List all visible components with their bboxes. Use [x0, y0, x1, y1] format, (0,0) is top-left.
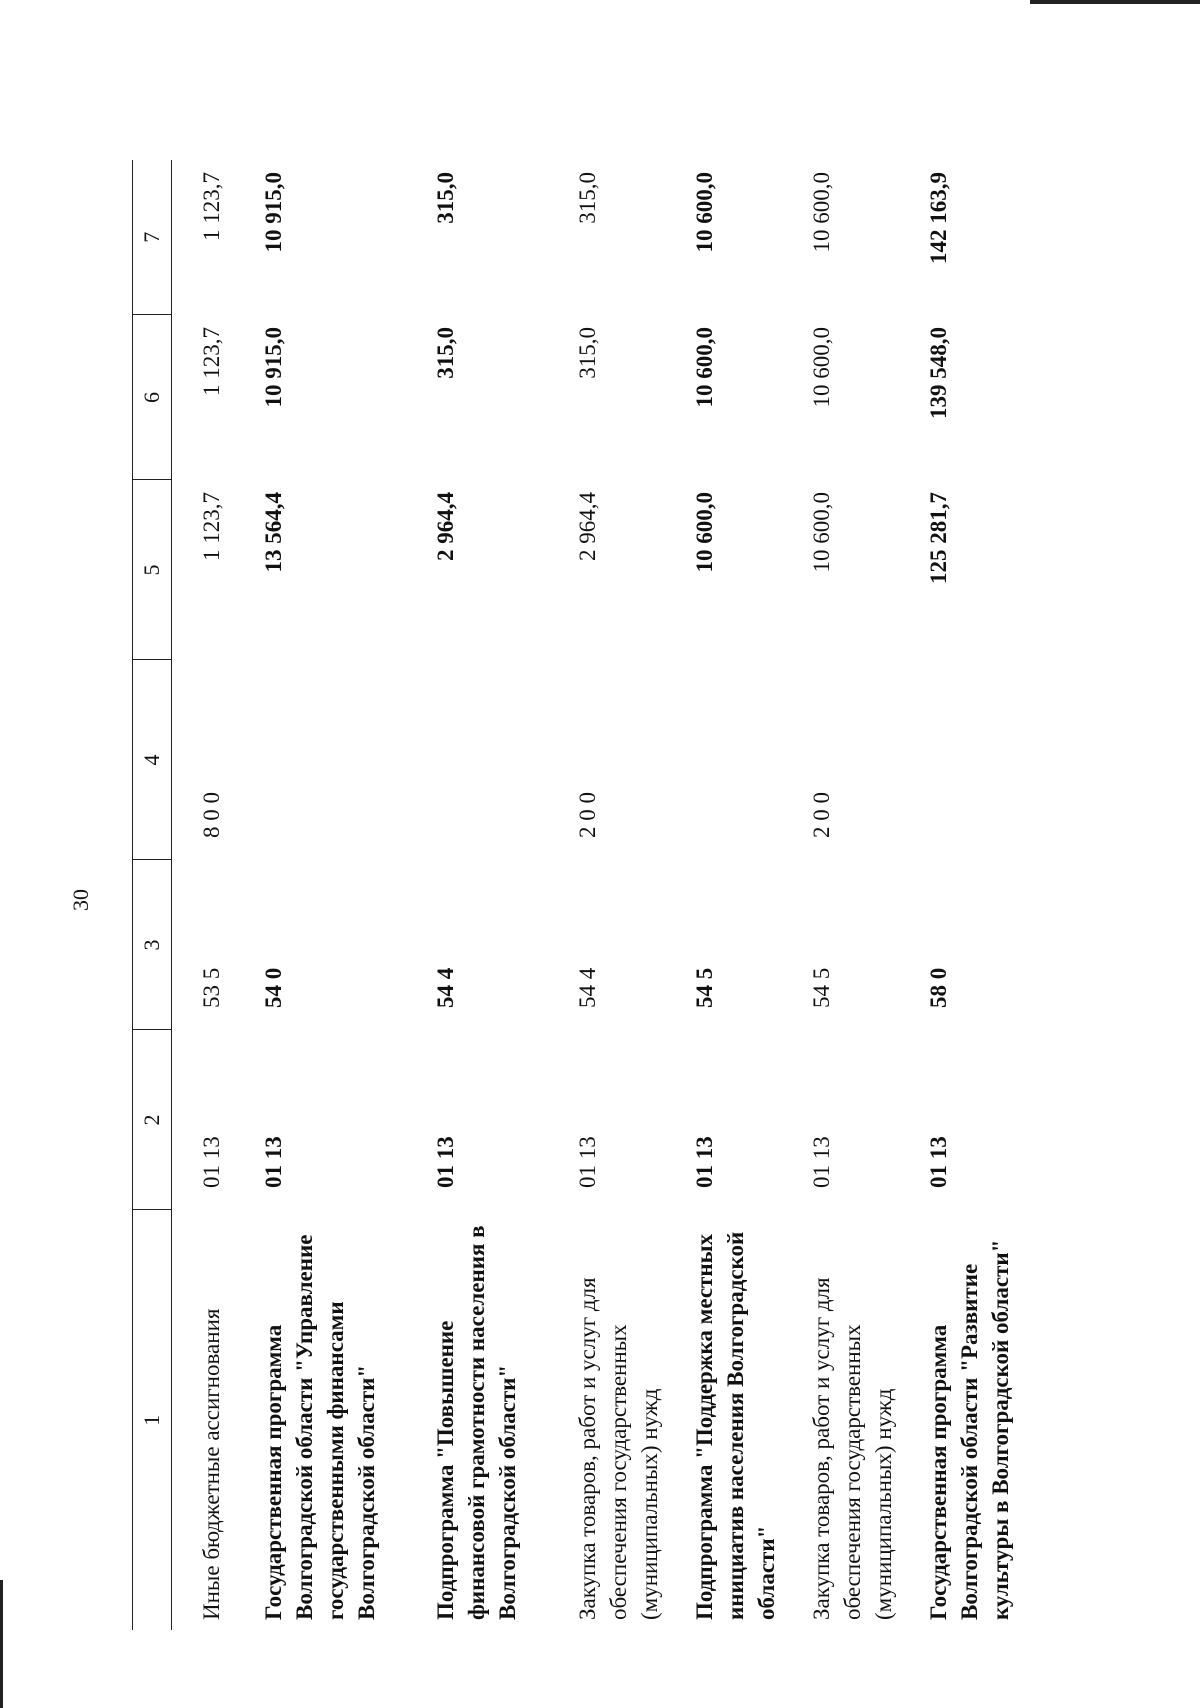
amount-col-6: 139 548,0	[926, 327, 951, 419]
column-header-5: 5	[133, 480, 172, 660]
scan-edge-top	[1030, 0, 1200, 4]
column-header-7: 7	[133, 160, 172, 315]
row-name: Государственная программа Волгоградской области "Управление государственными финансами Волгоградской области"	[261, 1234, 379, 1620]
column-header-1: 1	[133, 1210, 172, 1630]
amount-col-7: 315,0	[575, 172, 600, 224]
amount-col-5: 1 123,7	[199, 492, 224, 561]
target-code: 53 5	[199, 967, 224, 1008]
expense-type-code: 2 0 0	[809, 792, 834, 838]
section-code: 01 13	[575, 1136, 600, 1188]
expense-type-code	[234, 660, 406, 860]
row-name: Подпрограмма "Повышение финансовой грамотности населения в Волгоградской области"	[433, 1225, 520, 1620]
target-code: 58 0	[926, 967, 951, 1008]
amount-col-6: 1 123,7	[199, 327, 224, 396]
expense-type-code: 2 0 0	[575, 792, 600, 838]
amount-col-5: 10 600,0	[809, 492, 834, 573]
amount-col-6: 10 600,0	[692, 327, 717, 408]
table-row	[899, 160, 1063, 1630]
expense-type-code: 8 0 0	[199, 792, 224, 838]
amount-col-7: 315,0	[433, 172, 458, 224]
section-code: 01 13	[261, 1136, 286, 1188]
amount-col-7: 10 600,0	[692, 172, 717, 253]
table-row	[172, 160, 235, 1630]
column-header-3: 3	[133, 860, 172, 1030]
amount-col-5: 2 964,4	[575, 492, 600, 561]
row-name: Закупка товаров, работ и услуг для обеспечения государственных (муниципальных) нужд	[575, 1277, 662, 1620]
row-name: Закупка товаров, работ и услуг для обеспечения государственных (муниципальных) нужд	[809, 1277, 896, 1620]
section-code: 01 13	[809, 1136, 834, 1188]
target-code: 54 5	[692, 967, 717, 1008]
expense-type-code	[406, 660, 548, 860]
section-code: 01 13	[926, 1136, 951, 1188]
expense-type-code	[899, 660, 1063, 860]
page-number: 30	[68, 889, 93, 911]
amount-col-6: 315,0	[433, 327, 458, 379]
table-row	[234, 160, 406, 1630]
column-header-2: 2	[133, 1030, 172, 1210]
row-name: Подпрограмма "Поддержка местных инициатив населения Волгоградской области"	[692, 1231, 779, 1620]
section-code: 01 13	[433, 1136, 458, 1188]
table-row	[782, 160, 899, 1630]
amount-col-6: 315,0	[575, 327, 600, 379]
column-header-4: 4	[133, 660, 172, 860]
expense-type-code	[665, 660, 782, 860]
amount-col-5: 10 600,0	[692, 492, 717, 573]
target-code: 54 0	[261, 967, 286, 1008]
rotated-page	[40, 120, 1170, 1680]
amount-col-7: 10 915,0	[261, 172, 286, 253]
row-name: Государственная программа Волгоградской области "Развитие культуры в Волгоградской области"	[926, 1239, 1013, 1620]
column-header-6: 6	[133, 315, 172, 480]
amount-col-6: 10 915,0	[261, 327, 286, 408]
amount-col-5: 2 964,4	[433, 492, 458, 561]
section-code: 01 13	[692, 1136, 717, 1188]
amount-col-7: 1 123,7	[199, 172, 224, 241]
amount-col-6: 10 600,0	[809, 327, 834, 408]
scan-edge-left	[0, 1580, 3, 1708]
table-row	[548, 160, 665, 1630]
target-code: 54 4	[433, 967, 458, 1008]
header-row	[133, 160, 172, 1630]
amount-col-5: 13 564,4	[261, 492, 286, 573]
amount-col-7: 142 163,9	[926, 172, 951, 264]
table-row	[665, 160, 782, 1630]
target-code: 54 4	[575, 967, 600, 1008]
target-code: 54 5	[809, 967, 834, 1008]
budget-table	[132, 160, 1063, 1630]
row-name: Иные бюджетные ассигнования	[199, 1308, 224, 1620]
section-code: 01 13	[199, 1136, 224, 1188]
table-row	[406, 160, 548, 1630]
amount-col-5: 125 281,7	[926, 492, 951, 584]
amount-col-7: 10 600,0	[809, 172, 834, 253]
